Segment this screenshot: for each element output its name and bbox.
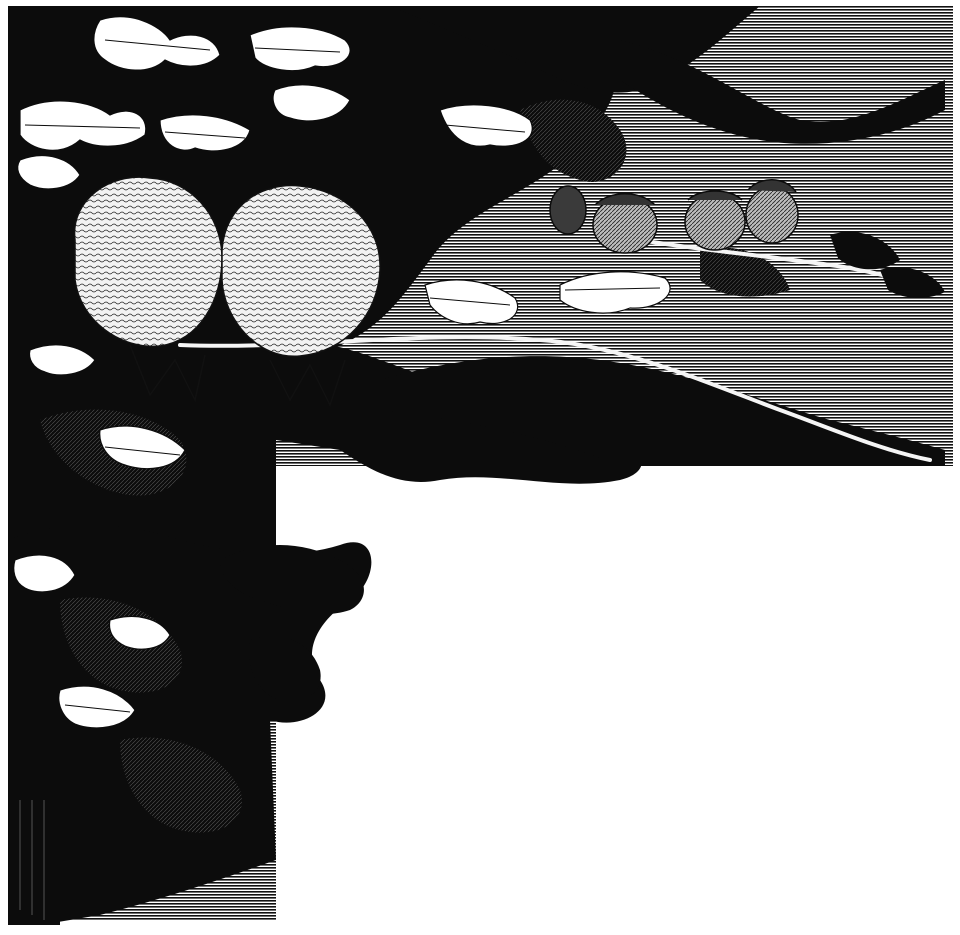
lower-left-block	[8, 760, 60, 925]
